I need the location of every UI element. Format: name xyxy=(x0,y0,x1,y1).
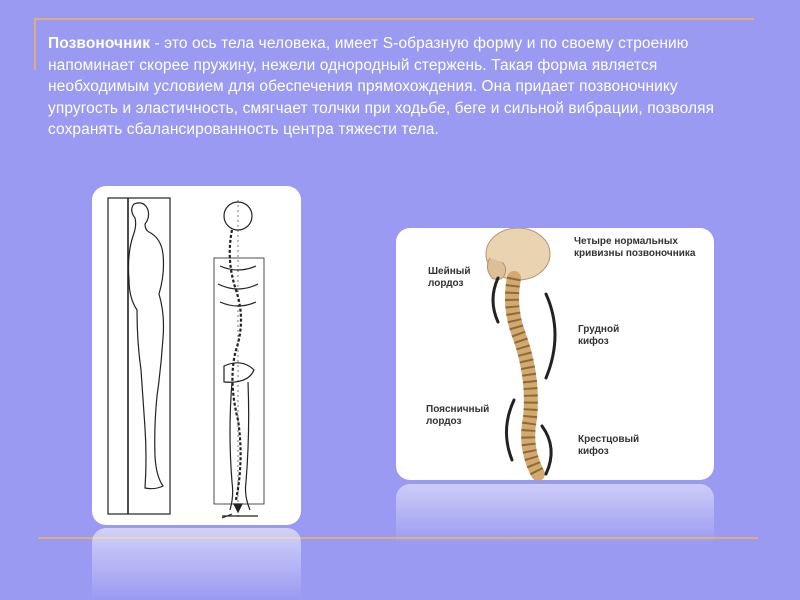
lumbar-line2: лордоз xyxy=(426,416,462,427)
leg-bones xyxy=(230,382,250,510)
cervical-bracket xyxy=(493,278,498,322)
posture-figure-card xyxy=(92,186,301,525)
posture-illustration xyxy=(92,186,301,525)
pelvis xyxy=(224,363,254,382)
label-thoracic-kyphosis xyxy=(578,324,619,348)
body-text: - это ось тела человека, имеет S-образную форму и по своему строению напоминает скорее пружину, нежели однородный стержень. Такая форма является необходимым условием для обеспечения прямохождения. Она придает позвоночнику упругость и эластичность, смягчает толчки при ходьбе, беге и сильной вибрации, позволяя сохранять сбалансированность центра тяжести тела. xyxy=(48,35,715,138)
top-divider xyxy=(34,18,754,20)
title-line1: Четыре нормальных xyxy=(574,236,678,247)
spine-curves-card xyxy=(396,228,714,480)
spine-figure-title xyxy=(574,236,714,260)
sacral-line2: кифоз xyxy=(578,446,609,457)
label-lumbar-lordosis xyxy=(426,404,489,428)
figure-silhouette-side xyxy=(129,203,164,489)
lumbar-line1: Поясничный xyxy=(426,404,490,415)
label-cervical-lordosis xyxy=(428,266,471,290)
arrow-down xyxy=(234,504,242,512)
sacral-bracket xyxy=(542,426,551,474)
label-sacral-kyphosis xyxy=(578,434,639,458)
cervical-line1: Шейный xyxy=(428,266,471,277)
bottom-divider xyxy=(38,537,758,539)
feet xyxy=(222,514,258,518)
body-paragraph xyxy=(48,33,748,141)
cervical-line2: лордоз xyxy=(428,278,464,289)
sacral-line1: Крестцовый xyxy=(578,434,640,445)
top-divider-vertical xyxy=(34,18,36,70)
term-spine: Позвоночник xyxy=(48,35,151,52)
thoracic-line1: Грудной xyxy=(578,324,620,335)
lumbar-bracket xyxy=(506,400,514,460)
right-card-reflection xyxy=(396,484,714,544)
thoracic-bracket xyxy=(546,294,555,378)
title-line2: кривизны позвоночника xyxy=(574,248,696,259)
thoracic-line2: кифоз xyxy=(578,336,609,347)
